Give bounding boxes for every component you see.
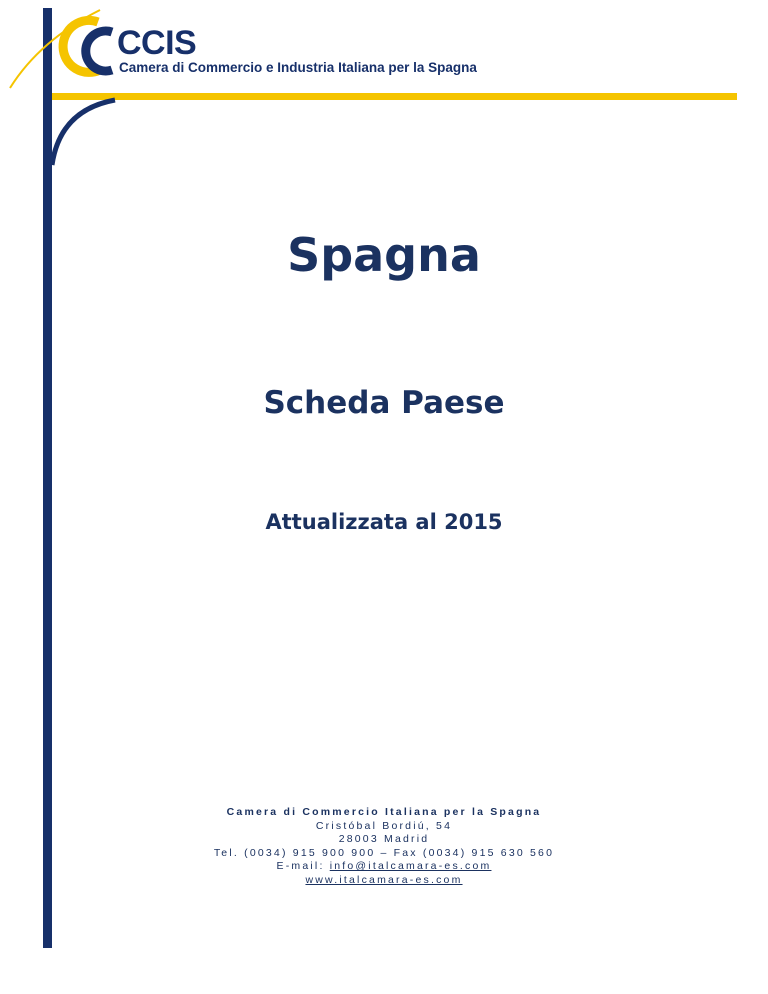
document-subtitle: Scheda Paese bbox=[263, 385, 505, 421]
footer-email-line bbox=[0, 860, 768, 874]
update-note: Attualizzata al 2015 bbox=[265, 510, 503, 534]
contact-footer bbox=[0, 806, 768, 887]
gold-rule bbox=[45, 93, 737, 100]
footer-city: 28003 Madrid bbox=[338, 833, 430, 845]
logo-full-name: Camera di Commercio e Industria Italiana per la Spagna bbox=[119, 60, 477, 75]
footer-organization: Camera di Commercio Italiana per la Spagna bbox=[226, 806, 542, 818]
document-title: Spagna bbox=[287, 228, 481, 282]
website-link[interactable]: www.italcamara-es.com bbox=[305, 873, 463, 886]
footer-phone: Tel. (0034) 915 900 900 – Fax (0034) 915 630 560 bbox=[213, 846, 555, 859]
footer-email-label: E-mail: bbox=[276, 860, 330, 872]
navy-arc bbox=[52, 100, 115, 165]
ccis-logo-mark bbox=[63, 20, 112, 72]
logo-abbreviation: CCIS bbox=[117, 24, 197, 62]
email-link[interactable]: info@italcamara-es.com bbox=[329, 860, 492, 872]
footer-street: Cristóbal Bordiú, 54 bbox=[315, 819, 453, 832]
